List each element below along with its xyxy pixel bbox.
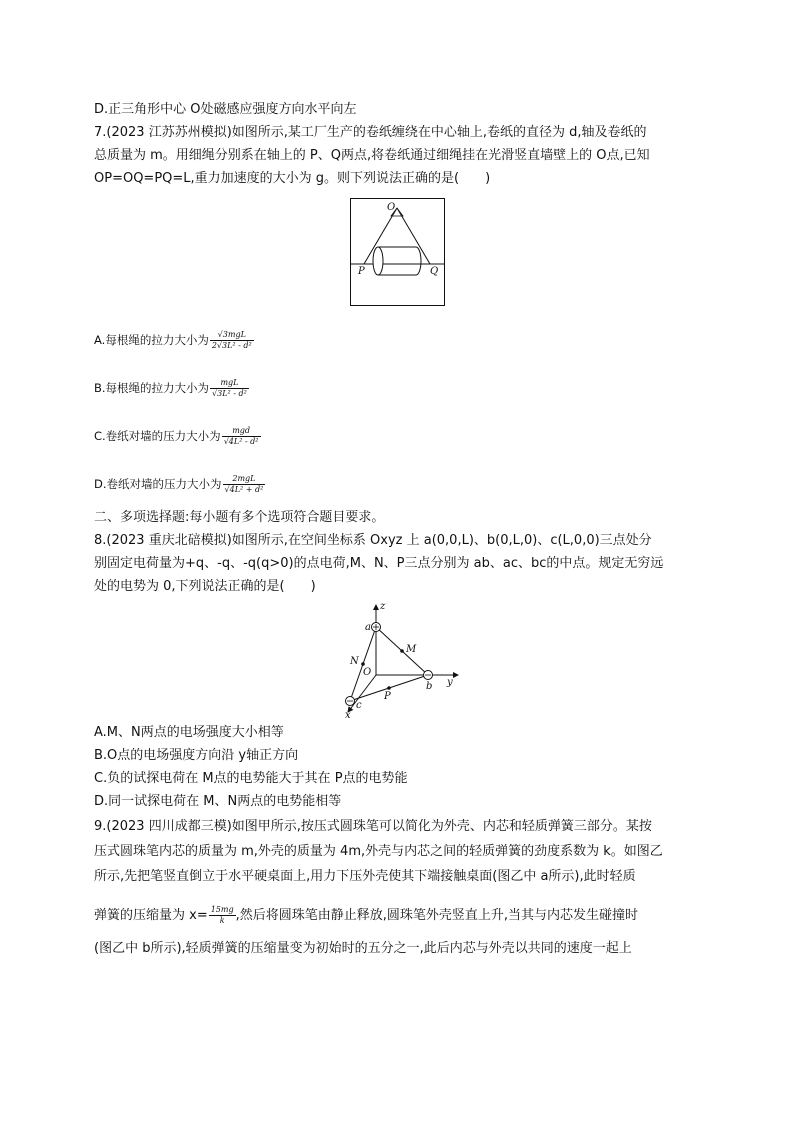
point-m-label: M bbox=[406, 644, 417, 655]
origin-label: O bbox=[363, 667, 372, 678]
q8-option-a[interactable]: A.M、N两点的电场强度大小相等 bbox=[94, 725, 284, 740]
q7-stem-3: OP=OQ=PQ=L,重力加速度的大小为 g。则下列说法正确的是( ) bbox=[94, 171, 491, 186]
q9-stem-4-post: ,然后将圆珠笔由静止释放,圆珠笔外壳竖直上升,当其与内芯发生碰撞时 bbox=[235, 908, 639, 923]
label-p: P bbox=[358, 266, 365, 277]
q7-option-d[interactable] bbox=[94, 474, 265, 495]
axis-z-label: z bbox=[380, 601, 386, 612]
q7-option-c-fraction: $\frac{\text{mgd}}{\text{√4L² - d²}}$ bbox=[223, 426, 259, 446]
q7-figure bbox=[350, 198, 445, 306]
q9-stem-4 bbox=[94, 905, 638, 926]
q7-stem-1: 7.(2023 江苏苏州模拟)如图所示,某工厂生产的卷纸缠绕在中心轴上,卷纸的直径为 d,轴及卷纸的 bbox=[94, 125, 647, 140]
point-b-label: b bbox=[426, 681, 433, 692]
q8-figure bbox=[336, 600, 466, 722]
q9-stem-1: 9.(2023 四川成都三模)如图甲所示,按压式圆珠笔可以简化为外壳、内芯和轻质弹簧三部分。某按 bbox=[94, 819, 652, 834]
q7-option-b-fraction: $\frac{\text{mgL}}{\text{√3L² - d²}}$ bbox=[212, 378, 247, 398]
q7-option-b[interactable] bbox=[94, 378, 249, 399]
q8-option-c[interactable]: C.负的试探电荷在 M点的电势能大于其在 P点的电势能 bbox=[94, 771, 408, 786]
q7-option-d-fraction: $\frac{\text{2mgL}}{\text{√4L² + d²}}$ bbox=[224, 474, 264, 494]
q7-option-d-text: D.卷纸对墙的压力大小为 bbox=[94, 477, 222, 491]
q7-option-a-fraction: $\frac{\text{√3mgL}}{\text{2√3L² - d²}}$ bbox=[211, 330, 252, 350]
axis-x-label: x bbox=[345, 710, 351, 721]
q7-option-c-text: C.卷纸对墙的压力大小为 bbox=[94, 429, 221, 443]
q9-stem-4-pre: 弹簧的压缩量为 x= bbox=[94, 908, 208, 923]
label-q: Q bbox=[430, 266, 439, 277]
q7-option-c[interactable] bbox=[94, 426, 261, 447]
q7-option-a[interactable] bbox=[94, 330, 254, 351]
section-2-heading: 二、多项选择题:每小题有多个选项符合题目要求。 bbox=[94, 510, 385, 525]
q9-stem-5: (图乙中 b所示),轻质弹簧的压缩量变为初始时的五分之一,此后内芯与外壳以共同的速度一起上 bbox=[94, 941, 632, 956]
q8-option-d[interactable]: D.同一试探电荷在 M、N两点的电势能相等 bbox=[94, 794, 342, 809]
q8-stem-3: 处的电势为 0,下列说法正确的是( ) bbox=[94, 579, 316, 594]
q7-stem-2: 总质量为 m。用细绳分别系在轴上的 P、Q两点,将卷纸通过细绳挂在光滑竖直墙壁上的 O点,已知 bbox=[94, 148, 650, 163]
option-d-prev: D.正三角形中心 O处磁感应强度方向水平向左 bbox=[94, 102, 357, 117]
q9-x-fraction: $\frac{15mg}{k}$ bbox=[210, 905, 234, 925]
q8-stem-1: 8.(2023 重庆北碚模拟)如图所示,在空间坐标系 Oxyz 上 a(0,0,L)、b(0,L,0)、c(L,0,0)三点处分 bbox=[94, 533, 652, 548]
q8-option-b[interactable]: B.O点的电场强度方向沿 y轴正方向 bbox=[94, 748, 299, 763]
q7-option-a-text: A.每根绳的拉力大小为 bbox=[94, 333, 209, 347]
q8-stem-2: 别固定电荷量为+q、-q、-q(q>0)的点电荷,M、N、P三点分别为 ab、ac、bc的中点。规定无穷远 bbox=[94, 556, 664, 571]
point-n-label: N bbox=[350, 656, 359, 667]
q7-option-b-text: B.每根绳的拉力大小为 bbox=[94, 381, 210, 395]
label-o: O bbox=[387, 202, 396, 213]
point-c-label: c bbox=[356, 700, 362, 711]
axis-y-label: y bbox=[447, 677, 453, 688]
q9-stem-2: 压式圆珠笔内芯的质量为 m,外壳的质量为 4m,外壳与内芯之间的轻质弹簧的劲度系数为 k。如图乙 bbox=[94, 844, 663, 859]
point-a-label: a bbox=[365, 622, 371, 633]
q9-stem-3: 所示,先把笔竖直倒立于水平硬桌面上,用力下压外壳使其下端接触桌面(图乙中 a所示),此时轻质 bbox=[94, 869, 636, 884]
point-p-label: P bbox=[384, 691, 391, 702]
